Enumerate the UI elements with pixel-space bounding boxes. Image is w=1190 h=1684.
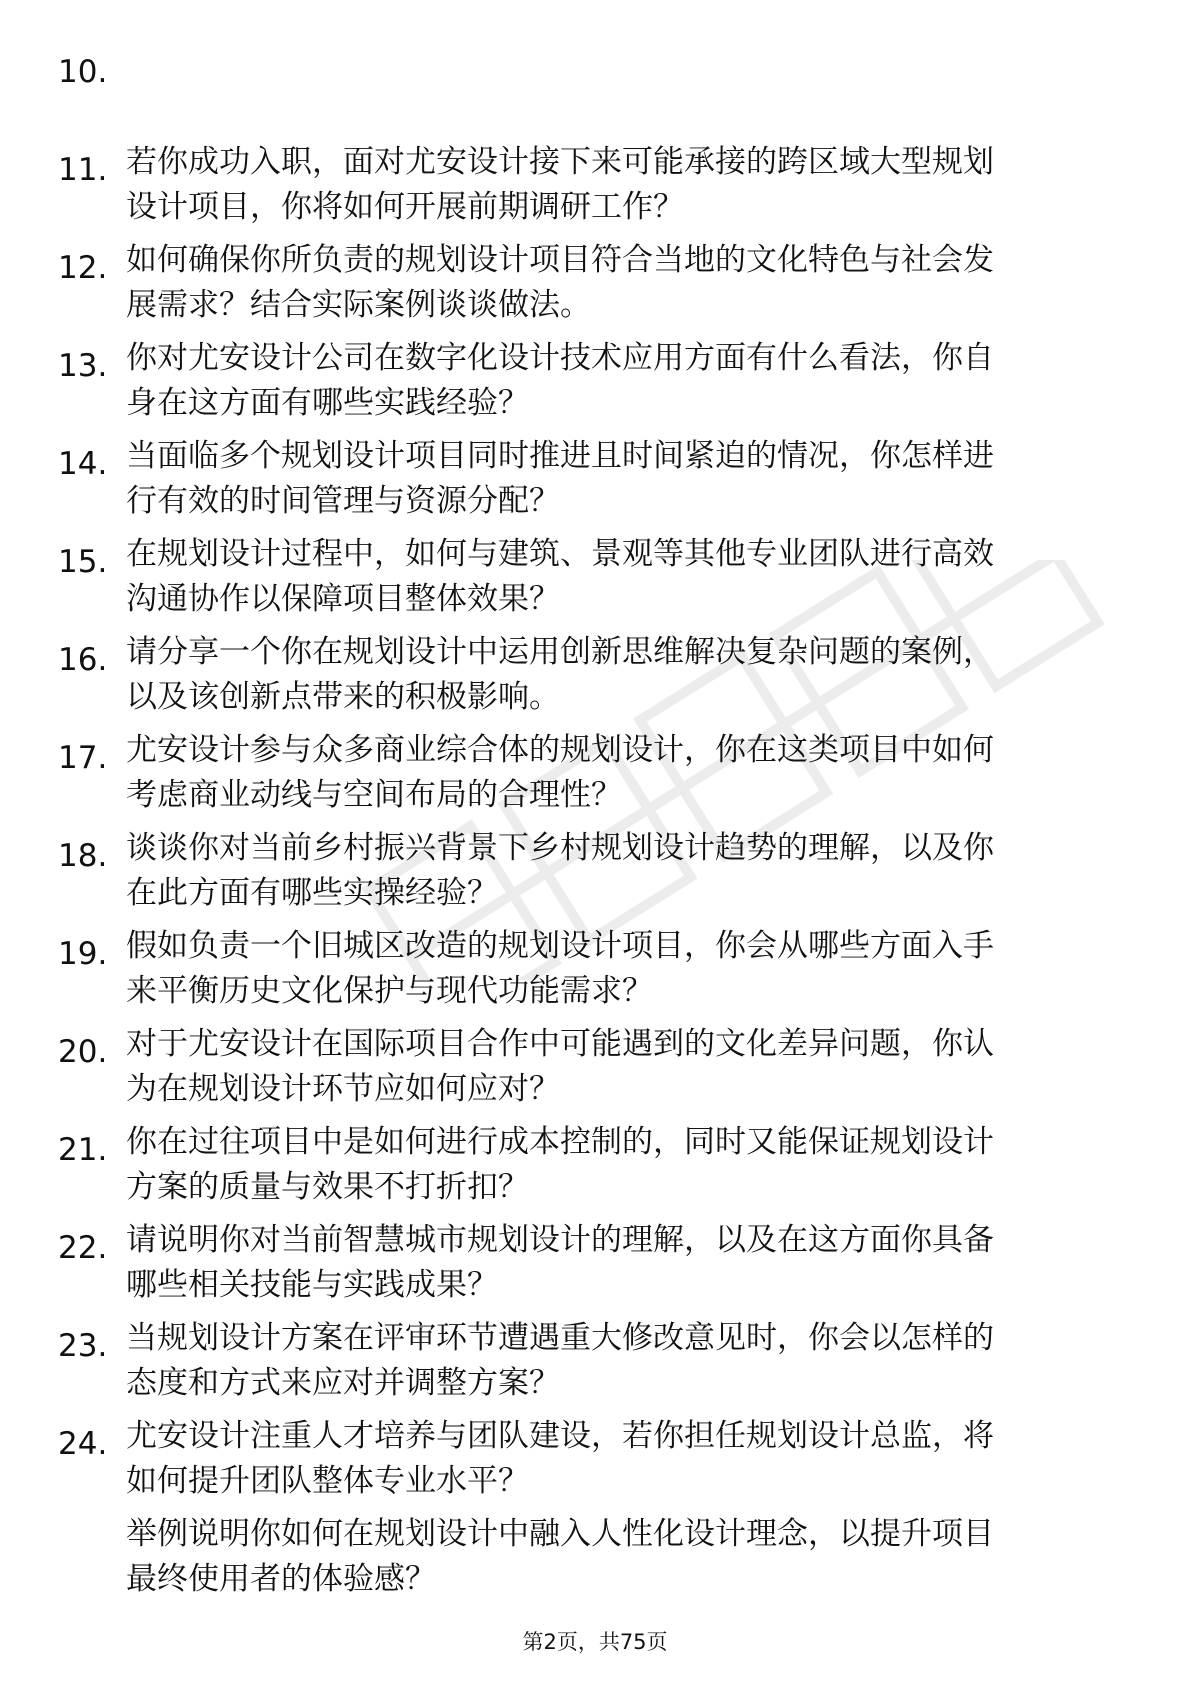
question-text: 假如负责一个旧城区改造的规划设计项目，你会从哪些方面入手 来平衡历史文化保护与现代功能需求？ <box>126 928 994 1009</box>
question-number: 16. <box>58 642 108 678</box>
question-number: 10. <box>58 54 108 90</box>
question-number: 21. <box>58 1132 108 1168</box>
question-text: 当规划设计方案在评审环节遭遇重大修改意见时，你会以怎样的 态度和方式来应对并调整方案？ <box>126 1320 994 1401</box>
question-number: 17. <box>58 740 108 776</box>
question-text: 在规划设计过程中，如何与建筑、景观等其他专业团队进行高效 沟通协作以保障项目整体效果？ <box>126 536 994 617</box>
question-text: 尤安设计参与众多商业综合体的规划设计，你在这类项目中如何 考虑商业动线与空间布局的合理性？ <box>126 732 994 813</box>
question-number: 18. <box>58 838 108 874</box>
question-number: 14. <box>58 446 108 482</box>
question-text: 请分享一个你在规划设计中运用创新思维解决复杂问题的案例， 以及该创新点带来的积极影响。 <box>126 634 994 715</box>
page-indicator: 第2页，共75页 <box>522 1630 668 1654</box>
question-number: 11. <box>58 152 108 188</box>
question-number: 24. <box>58 1426 108 1462</box>
question-text: 当面临多个规划设计项目同时推进且时间紧迫的情况，你怎样进 行有效的时间管理与资源分配？ <box>126 438 994 519</box>
question-text: 尤安设计注重人才培养与团队建设，若你担任规划设计总监，将 如何提升团队整体专业水平？ <box>126 1418 994 1499</box>
question-number: 20. <box>58 1034 108 1070</box>
question-number: 19. <box>58 936 108 972</box>
question-text: 对于尤安设计在国际项目合作中可能遇到的文化差异问题，你认 为在规划设计环节应如何应对？ <box>126 1026 994 1107</box>
question-text: 你在过往项目中是如何进行成本控制的，同时又能保证规划设计 方案的质量与效果不打折扣？ <box>126 1124 994 1205</box>
question-number: 22. <box>58 1230 108 1266</box>
page-footer <box>0 1626 1190 1656</box>
question-text: 请说明你对当前智慧城市规划设计的理解，以及在这方面你具备 哪些相关技能与实践成果？ <box>126 1222 994 1303</box>
question-list <box>58 50 1118 1597</box>
question-text: 若你成功入职，面对尤安设计接下来可能承接的跨区域大型规划 设计项目，你将如何开展前期调研工作？ <box>126 144 994 225</box>
question-text: 如何确保你所负责的规划设计项目符合当地的文化特色与社会发 展需求？结合实际案例谈谈做法。 <box>126 242 994 323</box>
question-number: 23. <box>58 1328 108 1364</box>
question-item <box>58 1422 1118 1597</box>
question-text: 你对尤安设计公司在数字化设计技术应用方面有什么看法，你自 身在这方面有哪些实践经验？ <box>126 340 994 421</box>
question-number: 15. <box>58 544 108 580</box>
question-number: 12. <box>58 250 108 286</box>
question-text: 举例说明你如何在规划设计中融入人性化设计理念，以提升项目 最终使用者的体验感？ <box>126 1516 994 1597</box>
question-number: 13. <box>58 348 108 384</box>
question-text: 谈谈你对当前乡村振兴背景下乡村规划设计趋势的理解，以及你 在此方面有哪些实操经验？ <box>126 830 994 911</box>
